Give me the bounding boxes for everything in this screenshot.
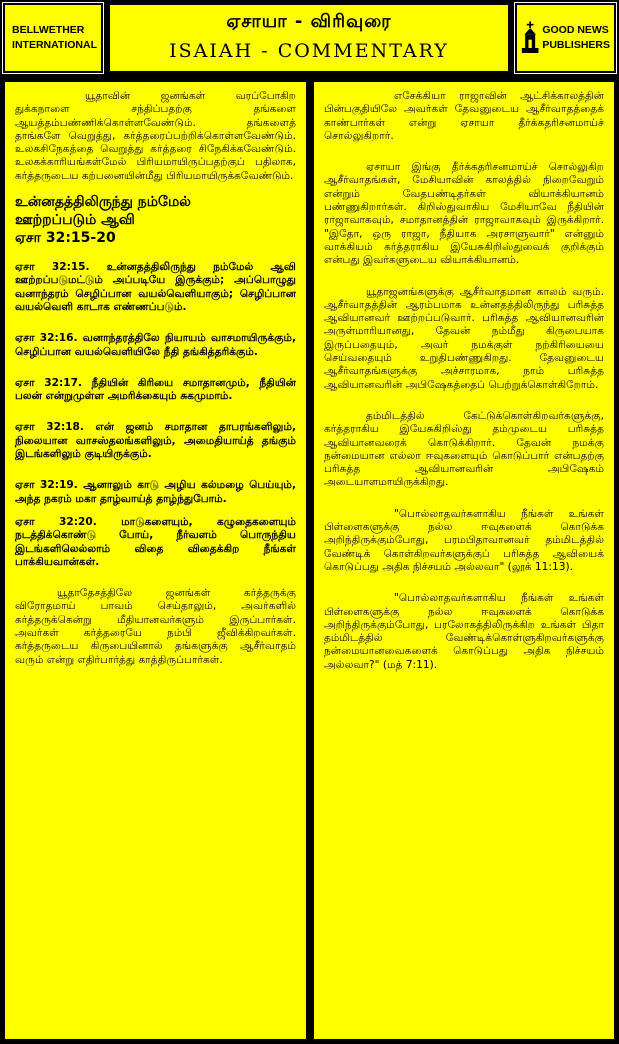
left-column: [3, 80, 308, 1041]
verse-32-17: ஏசா 32:17. நீதியின் கிரியை சமாதானமும், நீதியின் பலன் என்றுமுள்ள அமரிக்கையும் சுகமுமாம்.: [15, 376, 296, 403]
right-column: [312, 80, 616, 1041]
good-news-logo: [515, 3, 616, 73]
quote-luke: "பொல்லாதவர்களாகிய நீங்கள் உங்கள் பிள்ளைகளுக்கு நல்ல ஈவுகளைக் கொடுக்க அறிந்திருக்கும்போது, பரமபிதாவானவர் தம்மிடத்தில் வேண்டிக் கொள்கிறவர்களுக்குப் பரிசுத்த ஆவியைக் கொடுப்பது அதிக நிச்சயம் அல்லவா" (லூக் 11:13).: [324, 507, 604, 573]
logo-line2: PUBLISHERS: [542, 39, 610, 51]
heading-line: ஏசா 32:15-20: [15, 230, 116, 247]
logo-line1: BELLWETHER: [12, 24, 85, 36]
bellwether-logo: [3, 3, 103, 73]
paragraph: தம்மிடத்தில் கேட்டுக்கொள்கிறவர்களுக்கு, கர்த்தராகிய இயேசுகிறிஸ்து தம்முடைய பரிசுத்த ஆவியானவரைக் கொடுக்கிறார். தேவன் நமக்கு நன்மையான எல்லா ஈவுகளையும் கொடுப்பார் என்பதற்கு பரிசுத்த ஆவியானவரின் அபிஷேகம் அடையாளமாயிருக்கிறது.: [324, 409, 604, 489]
verse-32-16: ஏசா 32:16. வனாந்தரத்திலே நியாயம் வாசமாயிருக்கும், செழிப்பான வயல்வெளியிலே நீதி தங்கித்தரிக்கும்.: [15, 332, 296, 358]
paragraph: ஏசாயா இங்கு தீர்க்கதரிசனமாய்ச் சொல்லுகிற ஆசீர்வாதங்கள், மேசியாவின் காலத்தில் நிறைவேறும் என்றும் வேதபண்டிதர்கள் வியாக்கியானம் பண்ணுகிறார்கள். கிறிஸ்துவாகிய மேசியாவே நீதியின் ராஜாவாகவும், சமாதானத்தின் ராஜாவாகவும் இருக்கிறார். "இதோ, ஒரு ராஜா, நீதியாக அரசாளுவார்" என்னும் வாக்கியம் கர்த்தராகிய இயேசுகிறிஸ்துவைக் குறிக்கும் என்பது இவர்களுடைய வியாக்கியானம்.: [324, 161, 604, 267]
paragraph: யூதாவின் ஜனங்கள் வரப்போகிற துக்கநாளை சந்திப்பதற்கு தங்களை ஆயத்தம்பண்ணிக்கொள்ளவேண்டும். தங்களைத் தாங்களே வெறுத்து, கர்த்தரைப்பற்றிக்கொள்ளவேண்டும். உலகசிநேகத்தை வெறுத்து கர்த்தரை சிநேகிக்கவேண்டும். உலகக்காரியங்கள்மேல் பிரியமாயிருப்பதற்குப் பதிலாக, கர்த்தருடைய கற்பனையின்மீது பிரியமாயிருக்கவேண்டும்.: [15, 90, 296, 182]
verse-32-15: ஏசா 32:15. உன்னதத்திலிருந்து நம்மேல் ஆவி ஊற்றப்படுமட்டும் அப்படியே இருக்கும்; அப்பொழுது வனாந்தரம் செழிப்பான வயல்வெளியாகும்; செழிப்பான வயல்வெளி காடாக எண்ணப்படும்.: [15, 261, 296, 313]
title-tamil: ஏசாயா - விரிவுரை: [226, 11, 392, 32]
verse-32-19: ஏசா 32:19. ஆனாலும் காடு அழிய கல்மழை பெய்யும், அந்த நகரம் மகா தாழ்வாய்த் தாழ்ந்துபோம்.: [15, 479, 296, 505]
heading-line: உன்னதத்திலிருந்து நம்மேல்: [15, 194, 191, 211]
quote-matthew: "பொல்லாதவர்களாகிய நீங்கள் உங்கள் பிள்ளைகளுக்கு நல்ல ஈவுகளைக் கொடுக்க அறிந்திருக்கும்போது, பரலோகத்திலிருக்கிற உங்கள் பிதா தம்மிடத்தில் வேண்டிக்கொள்ளுகிறவர்களுக்கு நன்மையானவைகளைக் கொடுப்பது அதிக நிச்சயம் அல்லவா?" (மத் 7:11).: [324, 592, 604, 671]
paragraph: எசேக்கியா ராஜாவின் ஆட்சிக்காலத்தின் பின்பகுதியிலே அவர்கள் தேவனுடைய ஆசீர்வாதத்தைக் காண்பார்கள் என்று ஏசாயா தீர்க்கதரிசனமாய்ச் சொல்லுகிறார்.: [324, 90, 604, 142]
paragraph: யூதாஜனங்களுக்கு ஆசீர்வாதமான காலம் வரும். ஆசீர்வாதத்தின் ஆரம்பமாக உன்னதத்திலிருந்து பரிசுத்த ஆவியானவர் ஊற்றப்படுவார். பரிசுத்த ஆவியானவரின் அருள்மாரியானது, தேவன் நம்மீது கிருபையாக இருப்பதையும், அவர் நமக்குள் நற்கிரியையை செய்வதையும் உறுதிபண்ணுகிறது. தேவனுடைய ஆசீர்வாதங்களுக்கு அச்சாரமாக, நாம் பரிசுத்த ஆவியானவரின் அபிஷேகத்தைப் பெற்றுக்கொள்கிறோம்.: [324, 285, 604, 391]
title-english: ISAIAH - COMMENTARY: [169, 40, 449, 62]
heading-line: ஊற்றப்படும் ஆவி: [15, 212, 135, 229]
church-icon: [521, 18, 539, 58]
title-box: [108, 3, 510, 73]
section-heading: [15, 193, 296, 247]
logo-line1: GOOD NEWS: [542, 24, 609, 36]
verse-32-18: ஏசா 32:18. என் ஜனம் சமாதான தாபரங்களிலும், நிலையான வாசஸ்தலங்களிலும், அமைதியாய்த் தங்கும் இடங்களிலும் குடியிருக்கும்.: [15, 421, 296, 461]
logo-line2: INTERNATIONAL: [12, 39, 97, 51]
paragraph: யூதாதேசத்திலே ஜனங்கள் கர்த்தருக்கு விரோதமாய் பாவம் செய்தாலும், அவர்களில் கர்த்தருக்கென்று மீதியானவர்களும் இருப்பார்கள். அவர்கள் கர்த்தரையே நம்பி ஜீவிக்கிறவர்கள். கர்த்தருடைய கிருபையினால் தங்களுக்கு ஆசீர்வாதம் வரும் என்று எதிர்பார்த்து காத்திருப்பார்கள்.: [15, 587, 296, 666]
verse-32-20: ஏசா 32:20. மாடுகளையும், கழுதைகளையும் நடத்திக்கொண்டு போய், நீர்வளம் பொருந்திய இடங்களிலெல்லாம் விதை விதைக்கிற நீங்கள் பாக்கியவான்கள்.: [15, 515, 296, 568]
